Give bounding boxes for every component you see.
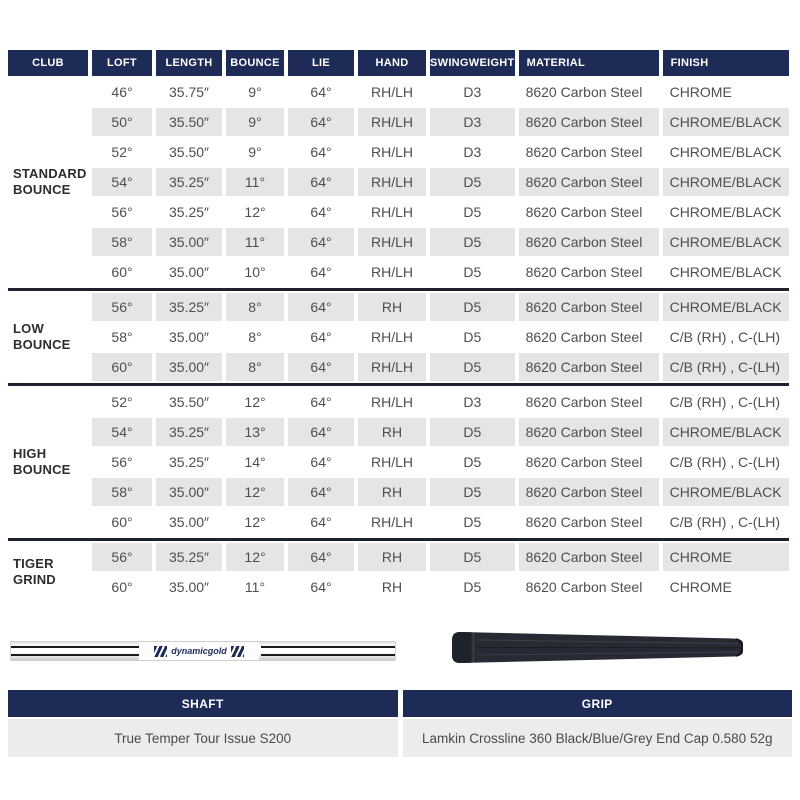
shaft-stripe bbox=[261, 646, 395, 648]
cell-bounce: 8° bbox=[226, 293, 284, 321]
cell-lie: 64° bbox=[310, 454, 332, 470]
club-label-line: TIGER bbox=[13, 555, 54, 571]
shaft-stripe bbox=[261, 654, 395, 656]
wedge-spec-table bbox=[4, 48, 793, 603]
cell-lie: 64° bbox=[310, 394, 332, 410]
cell-hand: RH/LH bbox=[358, 353, 426, 381]
cell-loft: 56° bbox=[111, 454, 133, 470]
cell-lie: 64° bbox=[288, 543, 354, 571]
club-label-line: BOUNCE bbox=[13, 462, 71, 477]
cell-swingweight: D5 bbox=[430, 353, 515, 381]
cell-lie: 64° bbox=[288, 353, 354, 381]
cell-bounce: 9° bbox=[248, 144, 262, 160]
cell-length: 35.25″ bbox=[169, 454, 209, 470]
cell-length: 35.00″ bbox=[169, 514, 209, 530]
cell-swingweight: D5 bbox=[463, 514, 482, 530]
column-header-club: CLUB bbox=[8, 50, 88, 76]
cell-length: 35.00″ bbox=[156, 353, 222, 381]
shaft-logo-text: dynamicgold bbox=[171, 646, 227, 656]
cell-loft: 54° bbox=[92, 168, 152, 196]
club-label-line: STANDARD bbox=[13, 165, 87, 181]
cell-finish: C/B (RH) , C-(LH) bbox=[669, 454, 781, 470]
column-header-loft: LOFT bbox=[92, 50, 152, 76]
spec-row bbox=[8, 323, 789, 351]
club-section-label bbox=[8, 388, 88, 536]
cell-finish: CHROME/BLACK bbox=[663, 418, 789, 446]
cell-length: 35.00″ bbox=[169, 264, 209, 280]
cell-lie: 64° bbox=[310, 514, 332, 530]
cell-hand: RH bbox=[358, 418, 426, 446]
spec-row bbox=[8, 543, 789, 571]
cell-bounce: 12° bbox=[244, 394, 266, 410]
cell-length: 35.25″ bbox=[156, 543, 222, 571]
cell-material: 8620 Carbon Steel bbox=[519, 228, 659, 256]
cell-material: 8620 Carbon Steel bbox=[525, 579, 643, 595]
cell-bounce: 9° bbox=[248, 84, 262, 100]
cell-hand: RH bbox=[358, 293, 426, 321]
cell-lie: 64° bbox=[288, 168, 354, 196]
cell-loft: 60° bbox=[111, 579, 133, 595]
cell-material: 8620 Carbon Steel bbox=[519, 108, 659, 136]
cell-material: 8620 Carbon Steel bbox=[525, 264, 643, 280]
cell-bounce: 10° bbox=[244, 264, 266, 280]
cell-length: 35.00″ bbox=[156, 228, 222, 256]
cell-lie: 64° bbox=[288, 108, 354, 136]
cell-length: 35.75″ bbox=[169, 84, 209, 100]
cell-hand: RH/LH bbox=[370, 394, 413, 410]
header-row bbox=[8, 50, 789, 76]
dynamic-gold-logo bbox=[139, 642, 259, 660]
shaft-grip-table bbox=[8, 690, 792, 757]
cell-hand: RH bbox=[381, 579, 403, 595]
cell-swingweight: D3 bbox=[463, 84, 482, 100]
cell-hand: RH/LH bbox=[370, 329, 413, 345]
column-header-finish: FINISH bbox=[663, 50, 789, 76]
cell-finish: CHROME/BLACK bbox=[669, 144, 782, 160]
cell-loft: 56° bbox=[92, 293, 152, 321]
column-header-hand: HAND bbox=[358, 50, 426, 76]
club-section-label bbox=[8, 543, 88, 601]
cell-length: 35.50″ bbox=[169, 394, 209, 410]
cell-lie: 64° bbox=[288, 228, 354, 256]
cell-lie: 64° bbox=[288, 293, 354, 321]
spec-row bbox=[8, 258, 789, 286]
cell-swingweight: D3 bbox=[430, 108, 515, 136]
cell-swingweight: D5 bbox=[430, 228, 515, 256]
cell-finish: CHROME bbox=[669, 84, 732, 100]
cell-swingweight: D5 bbox=[463, 329, 482, 345]
logo-slash-icon bbox=[231, 646, 244, 657]
spec-row bbox=[8, 228, 789, 256]
cell-bounce: 12° bbox=[226, 543, 284, 571]
cell-swingweight: D3 bbox=[463, 394, 482, 410]
cell-swingweight: D5 bbox=[430, 543, 515, 571]
shaft-header: SHAFT bbox=[8, 690, 398, 717]
shaft-column bbox=[8, 690, 398, 757]
club-label-line: LOW bbox=[13, 320, 44, 336]
cell-swingweight: D5 bbox=[463, 579, 482, 595]
spec-table-body bbox=[8, 78, 789, 601]
cell-loft: 54° bbox=[92, 418, 152, 446]
club-section-label bbox=[8, 78, 88, 286]
spec-row bbox=[8, 448, 789, 476]
cell-bounce: 12° bbox=[226, 478, 284, 506]
cell-material: 8620 Carbon Steel bbox=[525, 454, 643, 470]
cell-finish: C/B (RH) , C-(LH) bbox=[669, 514, 781, 530]
cell-loft: 52° bbox=[111, 394, 133, 410]
cell-bounce: 11° bbox=[226, 168, 284, 196]
cell-swingweight: D5 bbox=[463, 264, 482, 280]
cell-hand: RH/LH bbox=[370, 84, 413, 100]
cell-bounce: 12° bbox=[244, 514, 266, 530]
cell-length: 35.50″ bbox=[169, 144, 209, 160]
cell-lie: 64° bbox=[310, 264, 332, 280]
cell-bounce: 13° bbox=[226, 418, 284, 446]
cell-hand: RH/LH bbox=[358, 168, 426, 196]
cell-finish: CHROME/BLACK bbox=[663, 228, 789, 256]
cell-swingweight: D5 bbox=[463, 204, 482, 220]
cell-bounce: 11° bbox=[226, 228, 284, 256]
cell-length: 35.25″ bbox=[156, 168, 222, 196]
cell-finish: CHROME bbox=[669, 579, 732, 595]
cell-material: 8620 Carbon Steel bbox=[525, 329, 643, 345]
cell-loft: 50° bbox=[92, 108, 152, 136]
cell-bounce: 9° bbox=[226, 108, 284, 136]
shaft-stripe bbox=[11, 654, 141, 656]
cell-swingweight: D3 bbox=[463, 144, 482, 160]
shaft-image bbox=[10, 641, 396, 661]
cell-material: 8620 Carbon Steel bbox=[519, 353, 659, 381]
cell-bounce: 8° bbox=[248, 329, 262, 345]
grip-value: Lamkin Crossline 360 Black/Blue/Grey End Cap 0.580 52g bbox=[403, 719, 793, 757]
cell-finish: CHROME/BLACK bbox=[669, 204, 782, 220]
cell-material: 8620 Carbon Steel bbox=[519, 478, 659, 506]
cell-loft: 52° bbox=[111, 144, 133, 160]
cell-hand: RH bbox=[358, 543, 426, 571]
cell-finish: C/B (RH) , C-(LH) bbox=[669, 394, 781, 410]
cell-material: 8620 Carbon Steel bbox=[519, 293, 659, 321]
column-header-lie: LIE bbox=[288, 50, 354, 76]
section-divider bbox=[8, 383, 789, 386]
shaft-stripe bbox=[11, 646, 141, 648]
cell-length: 35.00″ bbox=[169, 579, 209, 595]
cell-lie: 64° bbox=[310, 329, 332, 345]
cell-material: 8620 Carbon Steel bbox=[525, 84, 643, 100]
club-label-line: BOUNCE bbox=[13, 337, 71, 352]
cell-length: 35.25″ bbox=[156, 418, 222, 446]
cell-finish: CHROME/BLACK bbox=[663, 478, 789, 506]
cell-loft: 56° bbox=[111, 204, 133, 220]
spec-row bbox=[8, 198, 789, 226]
spec-row bbox=[8, 508, 789, 536]
cell-hand: RH/LH bbox=[370, 264, 413, 280]
cell-finish: CHROME/BLACK bbox=[663, 168, 789, 196]
cell-lie: 64° bbox=[310, 204, 332, 220]
cell-finish: C/B (RH) , C-(LH) bbox=[669, 329, 781, 345]
cell-material: 8620 Carbon Steel bbox=[525, 144, 643, 160]
cell-finish: C/B (RH) , C-(LH) bbox=[663, 353, 789, 381]
cell-loft: 56° bbox=[92, 543, 152, 571]
cell-hand: RH/LH bbox=[370, 204, 413, 220]
cell-lie: 64° bbox=[310, 579, 332, 595]
cell-finish: CHROME/BLACK bbox=[663, 108, 789, 136]
cell-lie: 64° bbox=[310, 144, 332, 160]
cell-bounce: 11° bbox=[244, 579, 266, 595]
cell-hand: RH/LH bbox=[358, 228, 426, 256]
cell-material: 8620 Carbon Steel bbox=[519, 168, 659, 196]
grip-column bbox=[403, 690, 793, 757]
spec-row bbox=[8, 573, 789, 601]
spec-row bbox=[8, 293, 789, 321]
club-section-label bbox=[8, 293, 88, 381]
cell-swingweight: D5 bbox=[463, 454, 482, 470]
spec-row bbox=[8, 168, 789, 196]
cell-hand: RH bbox=[358, 478, 426, 506]
grip-header: GRIP bbox=[403, 690, 793, 717]
cell-length: 35.25″ bbox=[156, 293, 222, 321]
cell-loft: 46° bbox=[111, 84, 133, 100]
cell-loft: 58° bbox=[111, 329, 133, 345]
column-header-length: LENGTH bbox=[156, 50, 222, 76]
column-header-bounce: BOUNCE bbox=[226, 50, 284, 76]
cell-bounce: 12° bbox=[244, 204, 266, 220]
cell-length: 35.00″ bbox=[169, 329, 209, 345]
cell-loft: 58° bbox=[92, 478, 152, 506]
spec-row bbox=[8, 353, 789, 381]
section-divider bbox=[8, 288, 789, 291]
cell-finish: CHROME bbox=[663, 543, 789, 571]
cell-lie: 64° bbox=[288, 478, 354, 506]
cell-loft: 60° bbox=[111, 514, 133, 530]
grip-image bbox=[450, 631, 746, 664]
cell-material: 8620 Carbon Steel bbox=[525, 204, 643, 220]
spec-row bbox=[8, 478, 789, 506]
cell-length: 35.00″ bbox=[156, 478, 222, 506]
cell-loft: 58° bbox=[92, 228, 152, 256]
column-header-material: MATERIAL bbox=[519, 50, 659, 76]
cell-material: 8620 Carbon Steel bbox=[525, 514, 643, 530]
club-label-line: HIGH bbox=[13, 445, 47, 461]
cell-length: 35.25″ bbox=[169, 204, 209, 220]
cell-bounce: 14° bbox=[244, 454, 266, 470]
shaft-value: True Temper Tour Issue S200 bbox=[8, 719, 398, 757]
club-label-line: BOUNCE bbox=[13, 182, 71, 197]
cell-finish: CHROME/BLACK bbox=[669, 264, 782, 280]
logo-slash-icon bbox=[154, 646, 167, 657]
club-label-line: GRIND bbox=[13, 572, 56, 587]
column-header-swingweight: SWINGWEIGHT bbox=[430, 50, 515, 76]
hardware-images bbox=[0, 603, 800, 692]
spec-row bbox=[8, 418, 789, 446]
cell-lie: 64° bbox=[288, 418, 354, 446]
section-divider bbox=[8, 538, 789, 541]
cell-loft: 60° bbox=[111, 264, 133, 280]
cell-swingweight: D5 bbox=[430, 478, 515, 506]
cell-finish: CHROME/BLACK bbox=[663, 293, 789, 321]
spec-table-header bbox=[8, 50, 789, 76]
cell-hand: RH/LH bbox=[370, 144, 413, 160]
cell-hand: RH/LH bbox=[358, 108, 426, 136]
cell-hand: RH/LH bbox=[370, 514, 413, 530]
cell-swingweight: D5 bbox=[430, 418, 515, 446]
cell-length: 35.50″ bbox=[156, 108, 222, 136]
cell-hand: RH/LH bbox=[370, 454, 413, 470]
cell-material: 8620 Carbon Steel bbox=[525, 394, 643, 410]
cell-loft: 60° bbox=[92, 353, 152, 381]
cell-lie: 64° bbox=[310, 84, 332, 100]
spec-row bbox=[8, 78, 789, 106]
cell-swingweight: D5 bbox=[430, 293, 515, 321]
spec-row bbox=[8, 388, 789, 416]
cell-bounce: 8° bbox=[226, 353, 284, 381]
cell-material: 8620 Carbon Steel bbox=[519, 543, 659, 571]
cell-material: 8620 Carbon Steel bbox=[519, 418, 659, 446]
spec-row bbox=[8, 138, 789, 166]
spec-row bbox=[8, 108, 789, 136]
cell-swingweight: D5 bbox=[430, 168, 515, 196]
